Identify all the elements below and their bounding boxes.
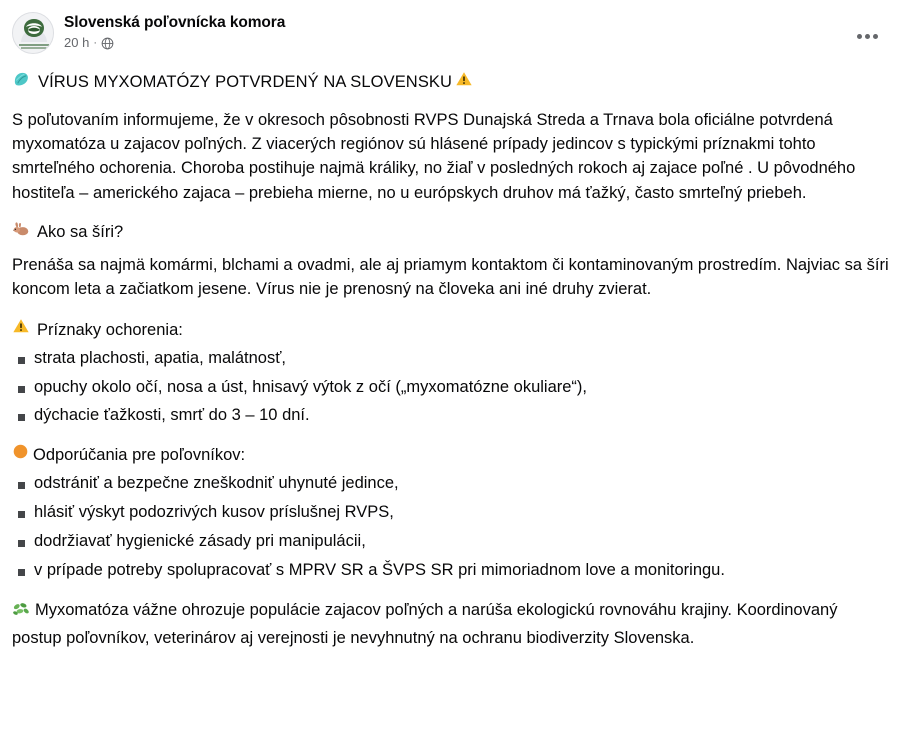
post-timestamp[interactable]: 20 h (64, 35, 90, 50)
orange-circle-icon (12, 443, 29, 467)
paragraph-intro: S poľutovaním informujeme, že v okresoch pôsobnosti RVPS Dunajská Streda a Trnava bola oficiálne potvrdená myxomatóza u zajacov poľných. Z viacerých regiónov sú hlásené prípady jedincov s typickými príznakmi tohto smrteľného ochorenia. Choroba postihuje najmä králiky, no žiaľ v posledných rokoch aj zajace poľné . U pôvodného hostiteľa – amerického zajaca – prebieha mierne, no u európskych druhov má ťažký, často smrteľný priebeh. (12, 110, 856, 202)
warning-icon (12, 317, 30, 342)
section-recommendations-title: Odporúčania pre poľovníkov: (33, 446, 246, 464)
section-spread-heading (12, 220, 889, 244)
section-spread-body: Prenáša sa najmä komármi, blchami a ovadmi, ale aj priamym kontaktom či kontaminovaným prostredím. Najviac sa šíri koncom leta a začiatkom jesene. Vírus nie je prenosný na človeka ani iné druhy zvierat. (12, 256, 889, 299)
hunting-chamber-logo-icon (13, 13, 54, 54)
herb-icon (12, 601, 31, 625)
section-symptoms-title: Príznaky ochorenia: (37, 320, 183, 339)
section-recommendations-heading (12, 443, 889, 467)
headline-text: VÍRUS MYXOMATÓZY POTVRDENÝ NA SLOVENSKU (38, 73, 453, 91)
section-spread-title: Ako sa šíri? (37, 222, 124, 241)
post-header (8, 10, 893, 60)
list-item: hlásiť výskyt podozrivých kusov príslušnej RVPS, (12, 500, 889, 525)
closing-paragraph (12, 598, 889, 650)
recommendations-list (12, 471, 889, 582)
shell-icon (12, 70, 31, 97)
globe-icon[interactable] (101, 37, 114, 50)
avatar[interactable] (12, 12, 54, 54)
meta-separator: · (93, 37, 97, 49)
more-options-button[interactable] (851, 20, 883, 52)
list-item: dodržiavať hygienické zásady pri manipulácii, (12, 529, 889, 554)
list-item: strata plachosti, apatia, malátnosť, (12, 346, 889, 371)
warning-icon (455, 70, 473, 96)
list-item: opuchy okolo očí, nosa a úst, hnisavý výtok z očí („myxomatózne okuliare“), (12, 375, 889, 400)
closing-text: Myxomatóza vážne ohrozuje populácie zajacov poľných a narúša ekologickú rovnováhu krajiny. Koordinovaný postup poľovníkov, veterinárov aj verejnosti je nevyhnutný na ochranu biodiverzity Slovenska. (12, 601, 838, 647)
rabbit-icon (12, 220, 30, 244)
list-item: dýchacie ťažkosti, smrť do 3 – 10 dní. (12, 403, 889, 428)
page-name[interactable]: Slovenská poľovnícka komora (64, 14, 286, 31)
post-body (8, 60, 893, 650)
section-symptoms-heading (12, 317, 889, 342)
list-item: v prípade potreby spolupracovať s MPRV SR a ŠVPS SR pri mimoriadnom love a monitoringu. (12, 558, 889, 583)
post-headline (12, 64, 889, 97)
symptoms-list (12, 346, 889, 428)
list-item: odstrániť a bezpečne zneškodniť uhynuté jedince, (12, 471, 889, 496)
post-meta (64, 34, 285, 52)
more-dot (865, 34, 870, 39)
more-dot (857, 34, 862, 39)
more-dot (873, 34, 878, 39)
post-header-text (64, 12, 285, 52)
